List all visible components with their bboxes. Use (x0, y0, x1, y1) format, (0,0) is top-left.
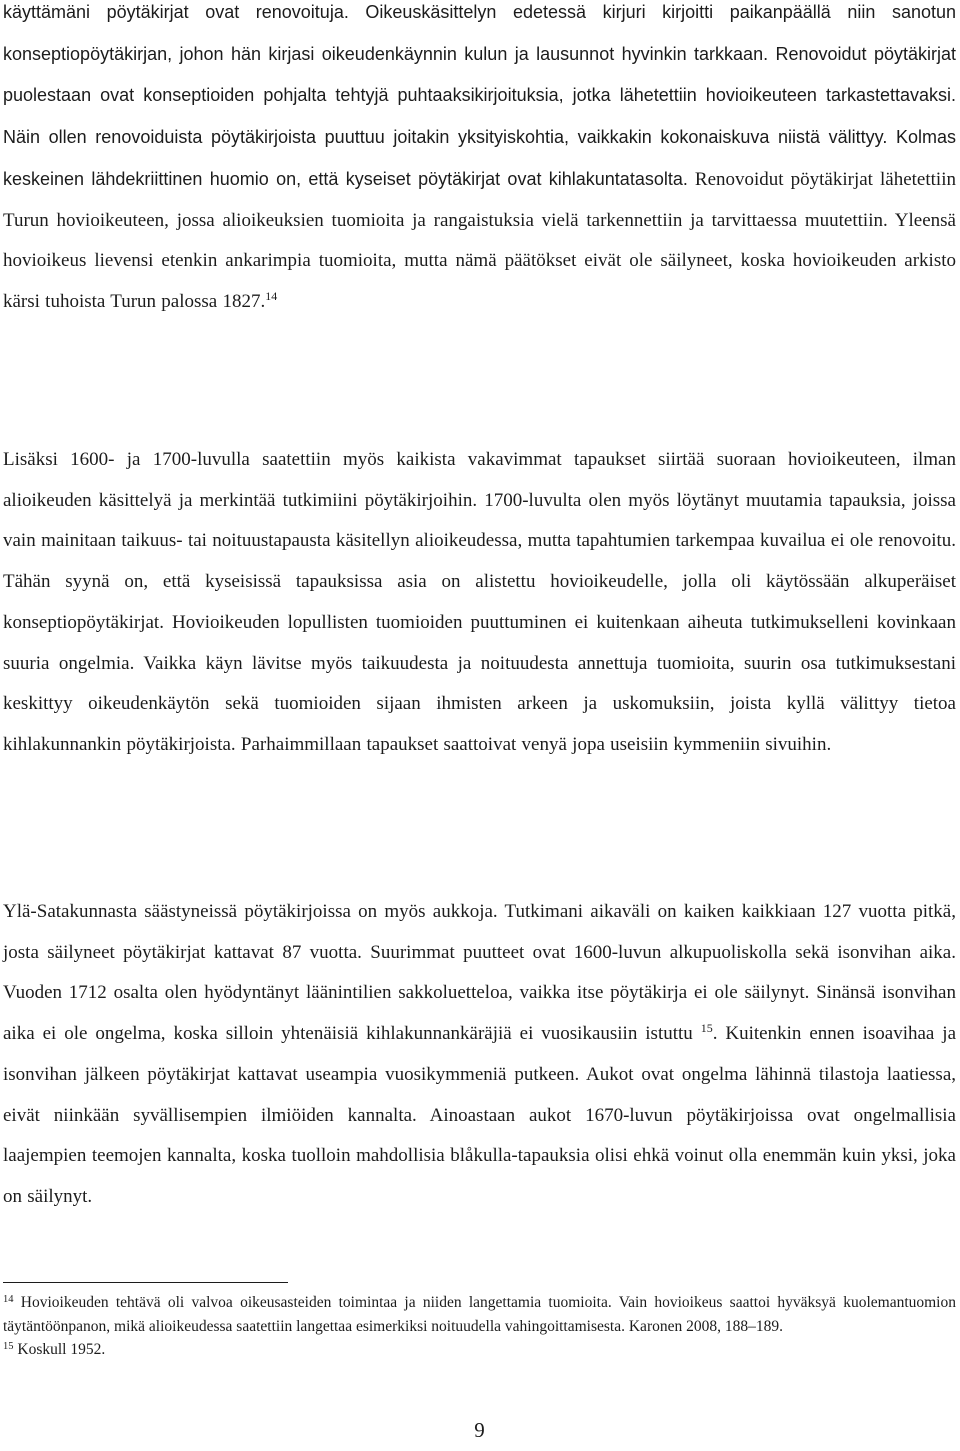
footnotes (3, 1291, 956, 1362)
footnote-reference: 14 (265, 288, 278, 303)
paragraph-3 (3, 892, 956, 1218)
paragraph-text: Ylä-Satakunnasta säästyneissä pöytäkirjoissa on myös aukkoja. Tutkimani aikaväli on kaiken kaikkiaan 127 vuotta pitkä, josta säilyneet pöytäkirjat kattavat 87 vuotta. Suurimmat puutteet ovat 1600-luvun alkupuoliskolla sekä isonvihan aika. Vuoden 1712 osalta olen hyödyntänyt läänintilien sakkoluetteloa, vaikka itse pöytäkirja ei ole säilynyt. Sinänsä isonvihan aika ei ole ongelma, koska silloin yhtenäisiä kihlakunnankäräjiä ei vuosikausiin istuttu (3, 901, 956, 1045)
footnote-15-number: 15 (3, 1341, 14, 1352)
paragraph-text: Lisäksi 1600- ja 1700-luvulla saatettiin myös kaikista vakavimmat tapaukset siirtää suoraan hovioikeuteen, ilman alioikeuden käsittelyä ja merkintää tutkimiini pöytäkirjoihin. 1700-luvulta olen myös löytänyt muutamia tapauksia, joissa vain mainitaan taikuus- tai noituustapausta käsitellyn alioikeudessa, mutta tapahtumien tarkempaa kuvailua ei ole renovoitu. Tähän syynä on, että kyseisissä tapauksissa asia on alistettu hovioikeudelle, jolla oli käytössään alkuperäiset konseptiopöytäkirjat. Hovioikeuden lopullisten tuomioiden puuttuminen ei kuitenkaan aiheuta tutkimukselleni kovinkaan suuria ongelmia. Vaikka käyn lävitse myös taikuudesta ja noituudesta annettuja tuomioita, suurin osa tutkimuksestani keskittyy oikeudenkäytön sekä tuomioiden sijaan ihmisten arkeen ja uskomuksiin, joista kyllä välittyy tietoa kihlakunnankin pöytäkirjoista. Parhaimmillaan tapaukset saattoivat venyä jopa useisiin kymmeniin sivuihin. (3, 449, 956, 755)
paragraph-2 (3, 440, 956, 766)
footnote-reference: 15 (700, 1021, 713, 1036)
paragraph-1 (3, 0, 956, 323)
footnote-separator (3, 1282, 288, 1283)
footnote-14 (3, 1291, 956, 1338)
footnote-14-text: Hovioikeuden tehtävä oli valvoa oikeusasteiden toimintaa ja niiden langettamia tuomioita. Vain hovioikeus saattoi hyväksyä kuolemantuomion täytäntöönpanon, mikä alioikeudessa saatettiin langettaa esimerkiksi noituudella vahingoittamisesta. Karonen 2008, 188–189. (3, 1294, 956, 1335)
paragraph-text: Renovoidut pöytäkirjat lähetettiin Turun hovioikeuteen, jossa alioikeuksien tuomioita ja rangaistuksia vielä tarkennettiin ja tarvittaessa muutettiin. Yleensä hovioikeus lievensi etenkin ankarimpia tuomioita, mutta nämä päätökset eivät ole säilyneet, koska hovioikeuden arkisto kärsi tuhoista Turun palossa 1827. (3, 168, 956, 312)
page-number: 9 (474, 1418, 485, 1442)
footnote-15-text: Koskull 1952. (13, 1341, 106, 1358)
footnote-14-number: 14 (3, 1294, 14, 1305)
paragraph-text: käyttämäni pöytäkirjat ovat renovoituja. Oikeuskäsittelyn edetessä kirjuri kirjoitti paikanpäällä niin sanotun konseptiopöytäkirjan, johon hän kirjasi oikeudenkäynnin kulun ja lausunnot hyvinkin tarkkaan. Renovoidut pöytäkirjat puolestaan ovat konseptioiden pohjalta tehtyjä puhtaaksikirjoituksia, jotka lähetettiin hovioikeuteen tarkastettavaksi. Näin ollen renovoiduista pöytäkirjoista puuttuu joitakin yksityiskohtia, vaikkakin kokonaiskuva niistä välittyy. Kolmas keskeinen lähdekriittinen huomio on, että kyseiset pöytäkirjat ovat kihlakuntatasolta. (3, 2, 956, 189)
paragraph-text: . Kuitenkin ennen isoavihaa ja isonvihan jälkeen pöytäkirjat kattavat useampia vuosikymmeniä putkeen. Aukot ovat ongelma lähinnä tilastoja laatiessa, eivät niinkään syvällisempien ilmiöiden kannalta. Ainoastaan aukot 1670-luvun pöytäkirjoissa ovat ongelmallisia laajempien teemojen kannalta, koska tuolloin mahdollisia blåkulla-tapauksia olisi ehkä voinut olla enemmän kuin yksi, joka on säilynyt. (3, 1023, 957, 1207)
footnote-15 (3, 1338, 956, 1362)
